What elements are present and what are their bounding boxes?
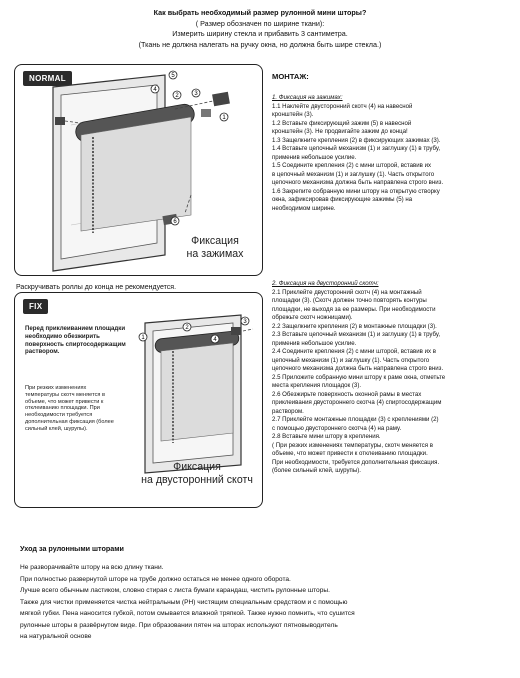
- instr-line: 1.4 Вставьте цепочный механизм (1) и заглушку (1) в трубу,: [272, 145, 441, 152]
- callout-5: [169, 71, 177, 79]
- fix-caption-line2: на двусторонний скотч: [141, 474, 253, 486]
- instr-line: 1.2 Вставьте фиксирующий зажим (5) в навесной: [272, 119, 412, 127]
- instr-line: цепочного механизма должна быть направлена строго вниз.: [272, 179, 444, 186]
- instr-line: в цепочный механизм (1) и заглушку (1). Часть открытого: [272, 170, 435, 178]
- svg-text:6: 6: [173, 219, 177, 226]
- care-line: При полностью развернутой шторе на трубе должно остаться не менее одного оборота.: [20, 575, 291, 583]
- svg-text:1: 1: [222, 115, 226, 122]
- normal-tag: NORMAL: [23, 71, 72, 86]
- care-title: Уход за рулонными шторами: [20, 544, 124, 553]
- callout-2: [173, 91, 181, 99]
- instr-line: применив небольшое усилие.: [272, 339, 357, 347]
- fabric: [161, 343, 233, 441]
- callout-2: [183, 323, 191, 331]
- callout-6: [171, 217, 179, 225]
- mount-pad: [231, 327, 241, 335]
- svg-text:1: 1: [141, 335, 145, 342]
- instr-line: необходимом ширине.: [272, 204, 336, 212]
- callout-4: [151, 85, 159, 93]
- mounting-title: МОНТАЖ:: [272, 72, 309, 81]
- panel-fix: [14, 292, 263, 508]
- fix-caption-line1: Фиксация: [173, 461, 221, 473]
- bracket-right: [212, 92, 230, 107]
- normal-caption-line1: Фиксация: [191, 235, 239, 247]
- svg-text:3: 3: [243, 319, 247, 326]
- instr-line: раствором.: [272, 407, 304, 415]
- instr-line: (более сильный клей, шурупы).: [272, 467, 361, 474]
- instr-line: При необходимости, требуется дополнительная фиксация.: [272, 458, 440, 466]
- callout-1: [139, 333, 147, 341]
- instr-line: 2.4 Соедините крепления (2) с мини шторой, вставив их в: [272, 348, 436, 355]
- instr-line: 2.1 Приклейте двусторонний скотч (4) на монтажный: [272, 288, 422, 296]
- care-section: [20, 562, 500, 643]
- instr-line: 1.1 Наклейте двусторонний скотч (4) на навесной: [272, 102, 413, 110]
- callout-3: [241, 317, 249, 325]
- callout-1: [220, 113, 228, 121]
- instr-line: 2.7 Приклейте монтажные площадки (3) с креплениями (2): [272, 416, 439, 423]
- clip-right: [201, 109, 211, 117]
- instr-line: 2.8 Вставьте мини штору в крепления.: [272, 433, 381, 440]
- svg-text:4: 4: [213, 337, 217, 344]
- svg-text:4: 4: [153, 87, 157, 94]
- callout-3: [192, 89, 200, 97]
- care-line: мягкой губки. Пена наносится губкой, потом смывается влажной тряпкой. Также нужно помнить, что сушится: [20, 610, 355, 617]
- bracket-left: [55, 117, 65, 125]
- fix-caption: [135, 461, 259, 487]
- instr-line: цепочного механизма должна быть направлена строго вниз.: [272, 365, 444, 372]
- svg-text:3: 3: [194, 91, 198, 98]
- care-line: Также для чистки применяется чистка нейтральным (PH) чистящим специальным средством и с помощью: [20, 598, 348, 606]
- care-line: рулонные шторы в развёрнутом виде. При образовании пятен на шторах используют пятновыводитель: [20, 621, 338, 629]
- normal-caption: [165, 235, 263, 261]
- header-line: ( Размер обозначен по ширине ткани):: [195, 18, 325, 28]
- svg-text:2: 2: [175, 93, 179, 100]
- svg-text:2: 2: [185, 325, 189, 332]
- fix-tag: FIX: [23, 299, 48, 314]
- instr-line: ( При резких изменениях температуры, скотч меняется в: [272, 441, 433, 449]
- panel-normal: [14, 64, 263, 276]
- mounting-section-2: [272, 280, 512, 476]
- instr-line: 1.6 Закрепите собранную мини штору на открытую створку: [272, 187, 440, 195]
- normal-warning: Раскручивать роллы до конца не рекомендуется.: [16, 284, 177, 291]
- instr-line: объеме, что может привести к отклеиванию площадки.: [272, 450, 428, 457]
- instr-line: применив небольшое усилие.: [272, 153, 357, 161]
- instr-line: места крепления площадок (3).: [272, 382, 362, 389]
- instr-line: окна, зафиксировав фиксирующие зажимы (5) на: [272, 196, 413, 203]
- fabric: [81, 117, 191, 231]
- instr-line: цепочный механизм (1) и заглушку (1). Часть открытого: [272, 356, 430, 364]
- instr-line: с помощью двустороннего скотча (4) на раму.: [272, 424, 402, 432]
- header-line: (Ткань не должна налегать на ручку окна, но должна быть шире стекла.): [138, 39, 382, 49]
- instr-line: 1.5 Соедините крепления (2) с мини шторой, вставив их: [272, 162, 432, 169]
- instr-line: площадки, не выходя за ее размеры. При необходимости: [272, 305, 436, 313]
- fix-note-small: При резких изменениях температуры скотч меняется в объеме, что может привести к отклеиванию площадки. При необходимости требуется дополнительная фиксация (более сильный клей, шурупы).: [25, 385, 114, 432]
- instr-line: 2.6 Обезжирьте поверхность оконной рамы в местах: [272, 390, 422, 398]
- callout-4: [211, 335, 219, 343]
- mounting-section-1: [272, 94, 512, 213]
- instr-line: кронштейн (3). Не продвигайте зажим до конца!: [272, 128, 408, 135]
- instr-line: 2.5 Приложите собранную мини штору к раме окна, отметьте: [272, 373, 446, 381]
- section-1-title: 1. Фиксация на зажимах:: [272, 94, 343, 101]
- care-line: Не разворачивайте штору на всю длину ткани.: [20, 564, 164, 571]
- header-line: Измерить ширину стекла и прибавить 3 сантиметра.: [172, 29, 348, 39]
- instr-line: 2.3 Вставьте цепочный механизм (1) и заглушку (1) в трубу,: [272, 331, 441, 338]
- care-line: на натуральной основе: [20, 633, 92, 640]
- instr-line: кронштейн (3).: [272, 111, 314, 118]
- instr-line: 2.2 Защелкните крепления (2) в монтажные площадки (3).: [272, 322, 437, 330]
- instr-line: площадки (3). (Скотч должен точно повторять контуры: [272, 297, 427, 304]
- header: [0, 8, 520, 50]
- fix-note-bold: Перед приклеиванием площадки необходимо обезжирить поверхность спиртосодержащим раствором.: [25, 325, 126, 356]
- care-line: Лучше всего обычным ластиком, словно стирая с листа бумаги карандаш, чистить рулонные шторы.: [20, 587, 330, 594]
- svg-text:5: 5: [171, 73, 175, 80]
- normal-caption-line2: на зажимах: [186, 248, 244, 260]
- section-2-title: 2. Фиксация на двусторонний скотч:: [272, 280, 379, 287]
- instr-line: обрежьте скотч ножницами).: [272, 314, 353, 321]
- page-title: Как выбрать необходимый размер рулонной мини шторы?: [153, 8, 367, 17]
- instr-line: приклеивания двустороннего скотча (4) спиртосодержащим: [272, 399, 442, 406]
- instr-line: 1.3 Защелкните крепления (2) в фиксирующих зажимах (3).: [272, 136, 441, 144]
